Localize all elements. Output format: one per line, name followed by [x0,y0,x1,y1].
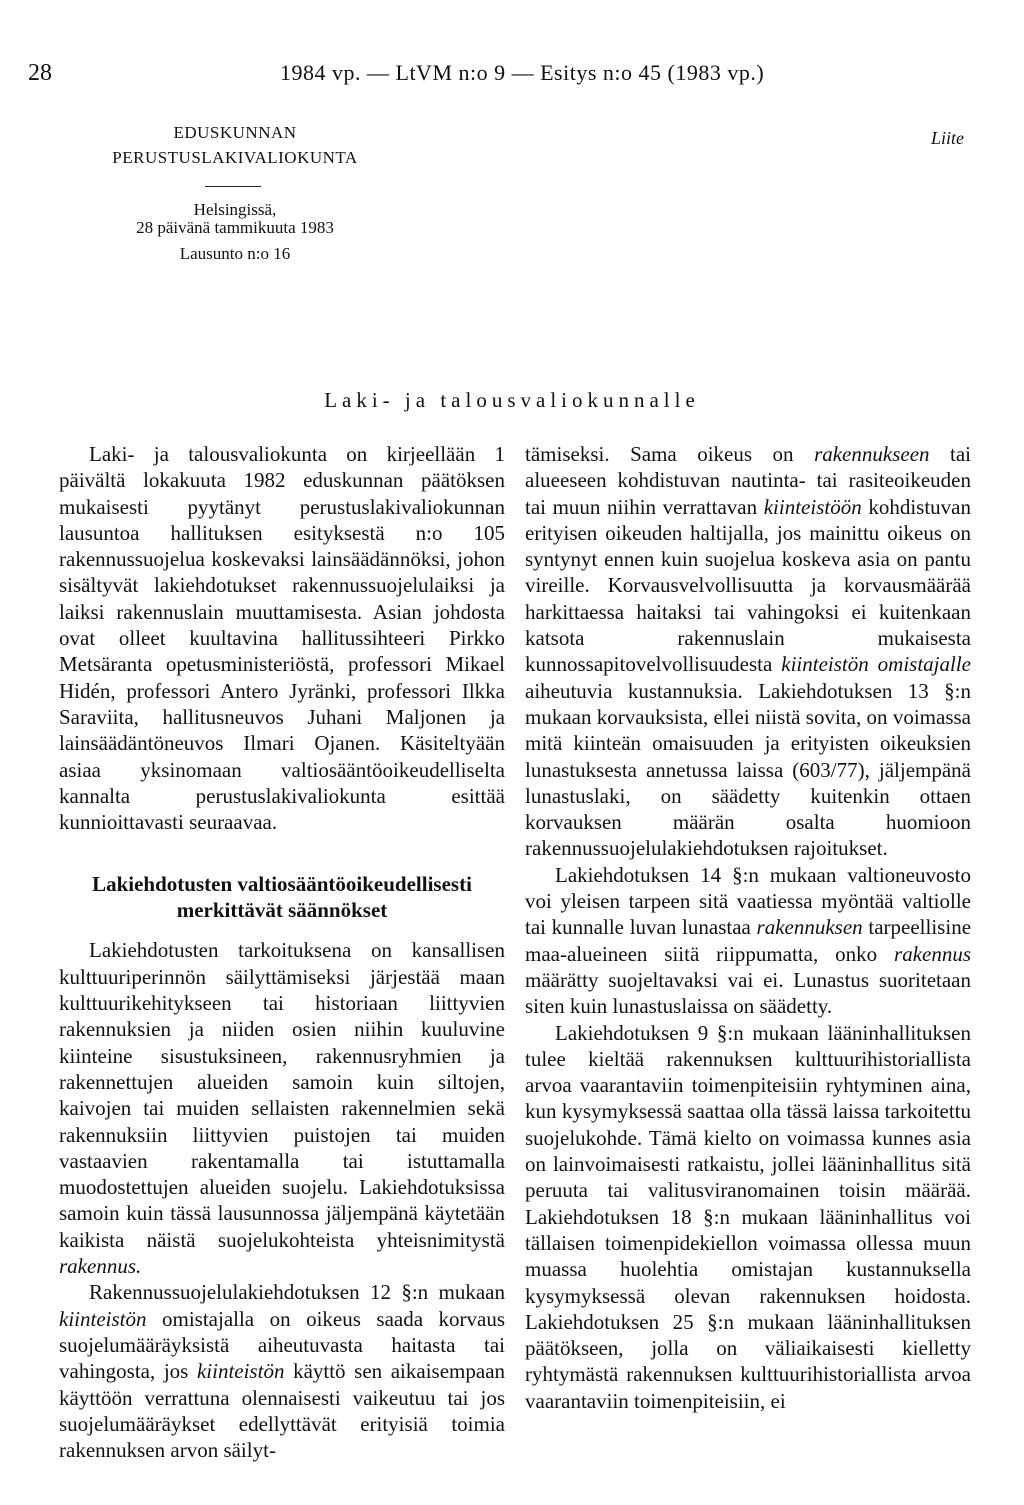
text-run: käyttö sen aikaisempaan käyttöön verrattuna olennaisesti vaikeutuu tai jos suojelumääräykset edellyttävät erityisiä toimia rakennuksen arvon säilyt- [59,1359,506,1463]
text-run: Lakiehdotuksen 14 §:n mukaan valtioneuvosto voi yleisen tarpeen sitä vaatiessa myöntää valtiolle tai kunnalle luvan lunastaa [525,862,971,940]
italic-term: kiinteistöön [763,494,862,519]
appendix-label: Liite [930,128,964,148]
italic-term: kiinteistön omistajalle [781,652,971,677]
divider [205,186,261,187]
page-number: 28 [28,60,52,86]
paragraph-continuation [525,441,971,862]
place: Helsingissä, [193,200,277,219]
committee-line-1: EDUSKUNNAN [173,123,297,142]
italic-term: rakennus. [59,1254,142,1279]
text-run: aiheutuvia kustannuksia. Lakiehdotuksen 13 §:n mukaan korvauksista, ellei niistä sovita, on voimassa mitä kiinteän omaisuuden ja erityisten oikeuksien lunastuksesta annetussa laissa (603/77), jäljempänä lunastuslaki, on säädetty kuitenkin ottaen korvauksen määrän osalta huomioon rakennussuojelulakiehdotuksen rajoitukset. [525,678,971,861]
committee-name [70,120,400,170]
addressee-heading: Laki- ja talousvaliokunnalle [324,388,700,412]
paragraph-purpose [59,937,505,1279]
italic-term: kiinteistön [59,1306,147,1331]
italic-term: rakennukseen [814,442,930,466]
text-run: määrätty suojeltavaksi vai ei. Lunastus suoritetaan siten kuin lunastuslaissa on säädetty. [525,967,971,1019]
paragraph-expropriation [525,862,971,1020]
text-run: tai alueeseen kohdistuvan nautinta- tai rasiteoikeuden tai muun niihin verrattavan [525,442,972,519]
section-heading [59,871,505,923]
text-run: tämiseksi. Sama oikeus on [525,442,794,466]
committee-line-2: PERUSTUSLAKIVALIOKUNTA [112,148,358,167]
statement-number: Lausunto n:o 16 [179,244,291,263]
left-column [59,441,505,1463]
text-run: kohdistuvan erityisen oikeuden haltijalla, jos mainittu oikeus on syntynyt ennen kuin suojelua koskeva asia on pantu vireille. Korvausvelvollisuutta ja korvausmäärää harkittaessa haitaksi tai vahingoksi ei kuitenkaan katsota rakennuslain mukaisesta kunnossapitovelvollisuudesta [525,494,971,677]
italic-term: kiinteistön [196,1359,285,1384]
paragraph-intro: Laki- ja talousvaliokunta on kirjeellään 1 päivältä lokakuuta 1982 eduskunnan päätöksen mukaisesti pyytänyt perustuslakivaliokunnan lausuntoa hallituksen esityksestä n:o 105 rakennussuojelua koskevaksi lainsäädännöksi, johon sisältyvät lakiehdotukset rakennussuojelulaiksi ja laiksi rakennuslain muuttamisesta. Asian johdosta ovat olleet kuultavina hallitussihteeri Pirkko Metsäranta opetusministeriöstä, professori Mikael Hidén, professori Antero Jyränki, professori Ilkka Saraviita, hallitusneuvos Juhani Maljonen ja lainsäädäntöneuvos Ilmari Ojanen. Käsiteltyään asiaa yksinomaan valtiosääntöoikeudelliselta kannalta perustuslakivaliokunta esittää kunnioittavasti seuraavaa. [59,442,505,835]
paragraph-prohibition: Lakiehdotuksen 9 §:n mukaan lääninhallituksen tulee kieltää rakennuksen kulttuurihistoriallista arvoa vaarantaviin toimenpiteisiin ryhtyminen aina, kun kysymyksessä saattaa olla tässä laissa tarkoitettu suojelukohde. Tämä kielto on voimassa kunnes asia on lainvoimaisesti ratkaistu, jollei lääninhallitus sitä peruuta tai valitusviranomainen toisin määrää. Lakiehdotuksen 18 §:n mukaan lääninhallitus voi tällaisen toimenpidekiellon voimassa ollessa muun muassa huolehtia omistajan kustannuksella kysymyksessä olevan rakennuksen hoidosta. Lakiehdotuksen 25 §:n mukaan lääninhallituksen päätökseen, jolla on väliaikaisesti kielletty ryhtymästä rakennuksen kulttuurihistoriallista arvoa vaarantaviin toimenpiteisiin, ei [525,1020,971,1413]
text-run: Lakiehdotusten tarkoituksena on kansallisen kulttuuriperinnön säilyttämiseksi järjestää maan kulttuurikehitykseen tai historiaan liittyvien rakennuksien ja niiden osien niihin kuuluvine kiinteine sisustuksineen, rakennusryhmien ja rakennettujen alueiden samoin kuin siltojen, kaivojen tai muiden sellaisten rakennelmien sekä rakennuksiin liittyvien puistojen tai muiden vastaavien rakentamalla tai istuttamalla muodostettujen alueiden suojelu. Lakiehdotuksissa samoin kuin tässä lausunnossa jäljempänä käytetään kaikista näistä suojelukohteista yhteisnimitystä [59,938,505,1252]
italic-term: rakennuksen [756,915,863,940]
text-run: Rakennussuojelulakiehdotuksen 12 §:n mukaan [89,1280,505,1305]
paragraph-compensation [59,1279,505,1463]
date: 28 päivänä tammikuuta 1983 [136,218,334,237]
italic-term: rakennus [894,941,972,966]
text-run: tarpeellisine maa-alueineen siitä riippumatta, onko [525,915,972,966]
section-heading-line-2: merkittävät säännökset [176,898,388,923]
text-run: omistajalla on oikeus saada korvaus suojelumääräyksistä aiheutuvasta haitasta tai vahingosta, jos [59,1306,505,1384]
running-header: 1984 vp. — LtVM n:o 9 — Esitys n:o 45 (1983 vp.) [280,60,765,85]
section-heading-line-1: Lakiehdotusten valtiosääntöoikeudellisesti [92,872,472,897]
right-column [525,441,971,1414]
